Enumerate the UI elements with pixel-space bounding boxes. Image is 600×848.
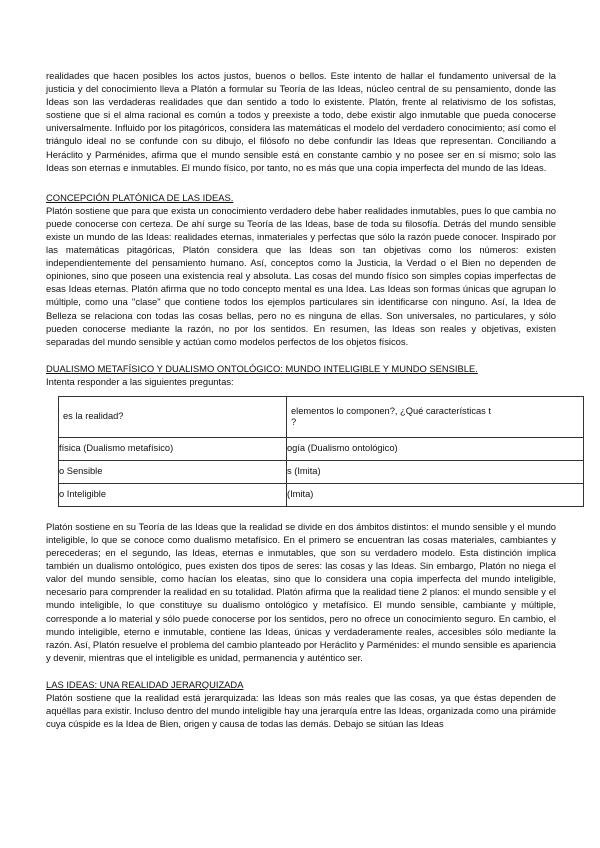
section-heading-jerarquia: LAS IDEAS: UNA REALIDAD JERARQUIZADA bbox=[46, 678, 244, 690]
table-cell bbox=[287, 460, 584, 483]
table-cell bbox=[59, 460, 287, 483]
table-header-text: elementos lo componen?, ¿Qué características t ? bbox=[291, 405, 491, 427]
table-cell-text: ogía (Dualismo ontológico) bbox=[287, 443, 398, 454]
table-header-row bbox=[59, 396, 584, 437]
table-header-text: es la realidad? bbox=[63, 411, 124, 422]
table-cell-text: (Imita) bbox=[287, 489, 314, 500]
table-cell-text: s (Imita) bbox=[287, 466, 321, 477]
table-cell-text: física (Dualismo metafísico) bbox=[59, 443, 174, 454]
table-cell bbox=[287, 483, 584, 506]
instruction-text: Intenta responder a las siguientes preguntas: bbox=[46, 375, 234, 387]
table-cell bbox=[287, 437, 584, 460]
section-heading-concepcion: CONCEPCIÓN PLATÓNICA DE LAS IDEAS. bbox=[46, 191, 234, 203]
section-paragraph-dualismo: Platón sostiene en su Teoría de las Ideas que la realidad se divide en dos ámbitos distintos: el mundo sensible y el mundo inteligible, lo que se conoce como dualismo metafísico. En el primero se encuentran las cosas materiales, cambiantes y perecederas; en el segundo, las Ideas, eternas e inmutables, que son su verdadero modelo. Esta distinción implica también un dualismo ontológico, pues existen dos tipos de seres: las cosas y las Ideas. Sin embargo, Platón no niega el valor del mundo sensible, como hacían los eleatas, sino que lo considera una copia imperfecta del mundo inteligible, necesario para comprender la realidad en su totalidad. Platón afirma que la realidad tiene 2 planos: el mundo sensible y el mundo inteligible, lo que constituye su dualismo ontológico y metafísico. El mundo sensible, cambiante y múltiple, corresponde a lo material y sólo puede conocerse por los sentidos, pero no ofrece un conocimiento seguro. En cambio, el mundo inteligible, eterno e inmutable, contiene las Ideas, únicas y verdaderamente reales, accesibles sólo mediante la razón. Así, Platón resuelve el problema del cambio planteado por Heráclito y Parménides: el mundo sensible es apariencia y devenir, mientras que el inteligible es unidad, permanencia y auténtico ser. bbox=[46, 520, 556, 663]
table-row bbox=[59, 483, 584, 506]
table-row bbox=[59, 460, 584, 483]
intro-paragraph: realidades que hacen posibles los actos justos, buenos o bellos. Este intento de hallar el fundamento universal de la justicia y del conocimiento lleva a Platón a formular su Teoría de las Ideas, núcleo central de su pensamiento, donde las Ideas son las verdaderas realidades que dan sentido a todo lo existente. Platón, frente al relativismo de los sofistas, sostiene que si el alma racional es común a todos y preexiste a todo, debe existir algo inmutable que pueda conocerse universalmente. Influido por los pitagóricos, considera las matemáticas el modelo del verdadero conocimiento; así como el triángulo ideal no se confunde con su dibujo, el filósofo no debe confundir las Ideas que representan. Conciliando a Heráclito y Parménides, afirma que el mundo sensible está en constante cambio y no posee ser en sí mismo; solo las Ideas son eternas e inmutables. El mundo físico, por tanto, no es más que una copia imperfecta del mundo de las Ideas. bbox=[46, 70, 556, 173]
table-cell bbox=[59, 437, 287, 460]
table-header-cell bbox=[287, 396, 584, 437]
section-heading-dualismo: DUALISMO METAFÍSICO Y DUALISMO ONTOLÓGICO: MUNDO INTELIGIBLE Y MUNDO SENSIBLE. bbox=[46, 362, 478, 374]
table-cell bbox=[59, 483, 287, 506]
table-row bbox=[59, 437, 584, 460]
section-paragraph-concepcion: Platón sostiene que para que exista un conocimiento verdadero debe haber realidades inmutables, pues lo que cambia no puede conocerse con certeza. De ahí surge su Teoría de las Ideas, base de toda su filosofía. Detrás del mundo sensible existe un mundo de las Ideas: realidades eternas, inmateriales y perfectas que sólo la razón puede conocer. Inspirado por las matemáticas pitagóricas, Platón considera que las Ideas son tan objetivas como los números: existen independientemente del pensamiento humano. Así, conceptos como la Justicia, la Verdad o el Bien no dependen de opiniones, sino que poseen una existencia real y absoluta. Las cosas del mundo físico son simples copias imperfectas de esas Ideas eternas. Platón afirma que no todo concepto mental es una Idea. Las Ideas son formas únicas que agrupan lo múltiple, como una "clase" que contiene todos los ejemplos particulares sin identificarse con ninguno. Así, la Idea de Belleza se relaciona con todas las cosas bellas, pero no es ninguna de ellas. Son universales, no particulares, y sólo pueden conocerse mediante la razón, no por los sentidos. En resumen, las Ideas son reales y objetivas, existen separadas del mundo sensible y actúan como modelos perfectos de los objetos físicos. bbox=[46, 204, 556, 347]
table-cell-text: o Inteligible bbox=[59, 489, 107, 500]
dualism-table bbox=[58, 396, 584, 507]
table-cell-text: o Sensible bbox=[59, 466, 103, 477]
section-paragraph-jerarquia: Platón sostiene que la realidad está jerarquizada: las Ideas son más reales que las cosas, ya que éstas dependen de aquéllas para existir. Incluso dentro del mundo inteligible hay una jerarquía entre las Ideas, organizada como una pirámide cuya cúspide es la Idea de Bien, origen y causa de todas las demás. Debajo se sitúan las Ideas bbox=[46, 691, 556, 730]
table-header-cell bbox=[59, 396, 287, 437]
